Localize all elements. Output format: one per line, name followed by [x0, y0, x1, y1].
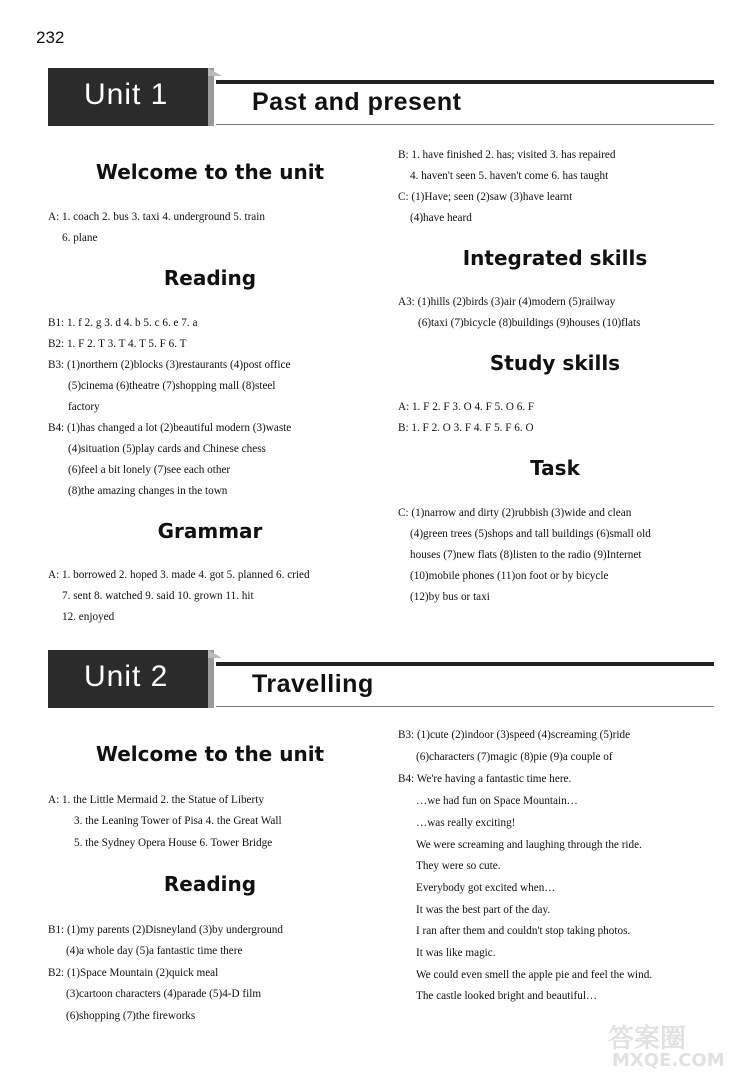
answer-line: B1: 1. f 2. g 3. d 4. b 5. c 6. e 7. a: [48, 317, 198, 329]
answer-line: B4: (1)has changed a lot (2)beautiful modern (3)waste: [48, 422, 292, 434]
answer-line: B: 1. F 2. O 3. F 4. F 5. F 6. O: [398, 422, 534, 434]
answer-line: I ran after them and couldn't stop taking photos.: [416, 925, 631, 937]
unit2-banner: [48, 650, 714, 712]
answer-line: houses (7)new flats (8)listen to the radio (9)Internet: [410, 549, 642, 561]
answer-line: B1: (1)my parents (2)Disneyland (3)by underground: [48, 924, 283, 936]
answer-line: It was like magic.: [416, 947, 496, 959]
unit2-title: Travelling: [252, 670, 374, 698]
unit1-grammar-heading: Grammar: [157, 519, 263, 543]
answer-line: B: 1. have finished 2. has; visited 3. has repaired: [398, 149, 616, 161]
answer-line: B3: (1)northern (2)blocks (3)restaurants (4)post office: [48, 359, 291, 371]
answer-line: We were screaming and laughing through the ride.: [416, 839, 642, 851]
unit1-welcome-heading: Welcome to the unit: [95, 160, 325, 184]
answer-line: Everybody got excited when…: [416, 882, 556, 894]
answer-line: 3. the Leaning Tower of Pisa 4. the Great Wall: [74, 815, 282, 827]
answer-line: (4)green trees (5)shops and tall buildings (6)small old: [410, 528, 651, 540]
answer-line: A: 1. borrowed 2. hoped 3. made 4. got 5. planned 6. cried: [48, 569, 310, 581]
unit1-label-box: [48, 68, 208, 126]
answer-line: They were so cute.: [416, 860, 501, 872]
unit2-welcome-heading: Welcome to the unit: [95, 742, 325, 766]
answer-line: C: (1)narrow and dirty (2)rubbish (3)wide and clean: [398, 507, 632, 519]
answer-line: (4)a whole day (5)a fantastic time there: [66, 945, 243, 957]
answer-line: C: (1)Have; seen (2)saw (3)have learnt: [398, 191, 573, 203]
answer-line: (12)by bus or taxi: [410, 591, 490, 603]
answer-line: (6)taxi (7)bicycle (8)buildings (9)houses (10)flats: [418, 317, 641, 329]
answer-line: (4)situation (5)play cards and Chinese chess: [68, 443, 266, 455]
unit1-title: Past and present: [252, 88, 462, 116]
unit1-reading-heading: Reading: [163, 266, 257, 290]
answer-line: B3: (1)cute (2)indoor (3)speed (4)screaming (5)ride: [398, 729, 631, 741]
answer-line: 12. enjoyed: [62, 611, 115, 623]
answer-line: B2: (1)Space Mountain (2)quick meal: [48, 967, 219, 979]
answer-line: 6. plane: [62, 232, 98, 244]
answer-line: B2: 1. F 2. T 3. T 4. T 5. F 6. T: [48, 338, 187, 350]
answer-line: (3)cartoon characters (4)parade (5)4-D film: [66, 988, 262, 1000]
unit1-banner: [48, 68, 714, 130]
answer-line: (6)feel a bit lonely (7)see each other: [68, 464, 231, 476]
answer-line: A: 1. F 2. F 3. O 4. F 5. O 6. F: [398, 401, 535, 413]
unit1-label: Unit 1: [84, 78, 169, 111]
answer-line: …was really exciting!: [416, 817, 516, 829]
answer-line: A: 1. the Little Mermaid 2. the Statue of Liberty: [48, 794, 264, 806]
answer-line: 4. haven't seen 5. haven't come 6. has taught: [410, 170, 609, 182]
unit2-label-box: [48, 650, 208, 708]
answer-line: (6)characters (7)magic (8)pie (9)a couple of: [416, 751, 613, 763]
answer-line: A: 1. coach 2. bus 3. taxi 4. underground 5. train: [48, 211, 265, 223]
answer-line: …we had fun on Space Mountain…: [416, 795, 578, 807]
answer-line: A3: (1)hills (2)birds (3)air (4)modern (5)railway: [398, 296, 616, 308]
answer-line: (8)the amazing changes in the town: [68, 485, 228, 497]
unit1-integrated-heading: Integrated skills: [462, 246, 648, 270]
answer-line: (4)have heard: [410, 212, 472, 224]
unit2-label: Unit 2: [84, 660, 169, 693]
unit2-reading-heading: Reading: [163, 872, 257, 896]
answer-line: (6)shopping (7)the fireworks: [66, 1010, 196, 1022]
answer-line: (10)mobile phones (11)on foot or by bicycle: [410, 570, 609, 582]
answer-line: It was the best part of the day.: [416, 904, 551, 916]
answer-line: We could even smell the apple pie and feel the wind.: [416, 969, 653, 981]
watermark-logo: 答案圈 MXQE.COM: [608, 1024, 725, 1071]
answer-line: The castle looked bright and beautiful…: [416, 990, 598, 1002]
answer-line: factory: [68, 401, 100, 413]
answer-line: B4: We're having a fantastic time here.: [398, 773, 572, 785]
answer-line: 5. the Sydney Opera House 6. Tower Bridge: [74, 837, 273, 849]
answer-line: 7. sent 8. watched 9. said 10. grown 11. hit: [62, 590, 254, 602]
unit1-task-heading: Task: [530, 456, 580, 480]
answer-line: (5)cinema (6)theatre (7)shopping mall (8)steel: [68, 380, 276, 392]
page-number: 232: [36, 28, 65, 47]
unit1-study-heading: Study skills: [489, 351, 621, 375]
